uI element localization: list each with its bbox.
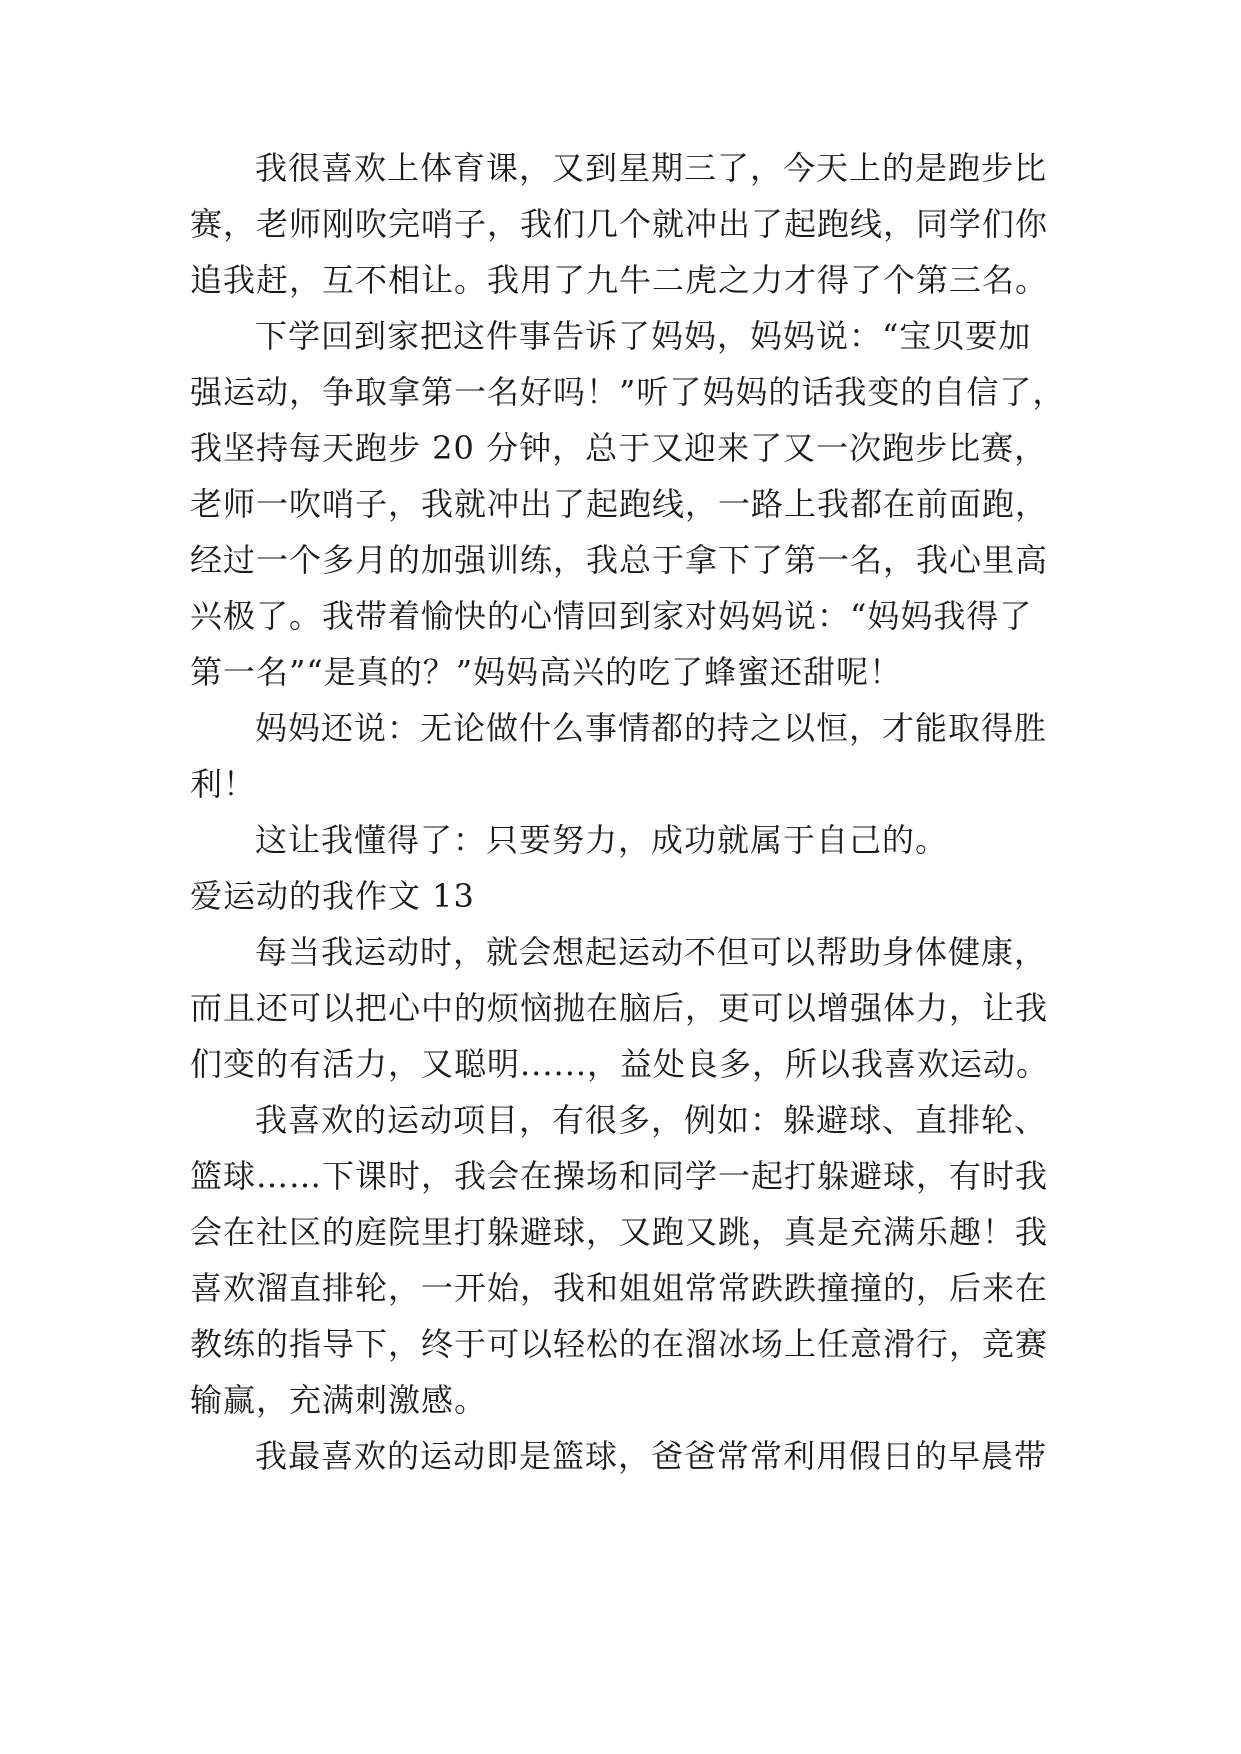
paragraph-line: 老师一吹哨子，我就冲出了起跑线，一路上我都在前面跑，	[190, 485, 1049, 523]
paragraph-line: 我喜欢的运动项目，有很多，例如：躲避球、直排轮、	[255, 1101, 1048, 1139]
paragraph-line: 强运动，争取拿第一名好吗！”听了妈妈的话我变的自信了，	[190, 373, 1066, 411]
paragraph-line: 输赢，充满刺激感。	[190, 1381, 488, 1419]
paragraph-line: 第一名”“是真的？”妈妈高兴的吃了蜂蜜还甜呢！	[190, 653, 903, 691]
paragraph-line: 我最喜欢的运动即是篮球，爸爸常常利用假日的早晨带	[255, 1437, 1048, 1475]
paragraph-line: 妈妈还说：无论做什么事情都的持之以恒，才能取得胜	[255, 709, 1048, 747]
paragraph-line: 喜欢溜直排轮，一开始，我和姐姐常常跌跌撞撞的，后来在	[190, 1269, 1049, 1307]
paragraph-line: 教练的指导下，终于可以轻松的在溜冰场上任意滑行，竞赛	[190, 1325, 1049, 1363]
paragraph-line: 而且还可以把心中的烦恼抛在脑后，更可以增强体力，让我	[190, 989, 1049, 1027]
paragraph-line: 我很喜欢上体育课，又到星期三了，今天上的是跑步比	[255, 149, 1048, 187]
paragraph-line: 篮球……下课时，我会在操场和同学一起打躲避球，有时我	[190, 1157, 1049, 1195]
paragraph-line: 追我赶，互不相让。我用了九牛二虎之力才得了个第三名。	[190, 261, 1049, 299]
paragraph-line: 我坚持每天跑步 20 分钟，总于又迎来了又一次跑步比赛，	[190, 429, 1048, 467]
paragraph-line: 赛，老师刚吹完哨子，我们几个就冲出了起跑线，同学们你	[190, 205, 1049, 243]
paragraph-line: 们变的有活力，又聪明......，益处良多，所以我喜欢运动。	[190, 1045, 1050, 1083]
paragraph-line: 利！	[190, 765, 257, 803]
paragraph-line: 下学回到家把这件事告诉了妈妈，妈妈说：“宝贝要加	[255, 317, 1032, 355]
paragraph-line: 兴极了。我带着愉快的心情回到家对妈妈说：“妈妈我得了	[190, 597, 1033, 635]
paragraph-line: 这让我懂得了：只要努力，成功就属于自己的。	[255, 821, 949, 859]
paragraph-line: 会在社区的庭院里打躲避球，又跑又跳，真是充满乐趣！我	[190, 1213, 1049, 1251]
paragraph-line: 经过一个多月的加强训练，我总于拿下了第一名，我心里高	[190, 541, 1049, 579]
section-title: 爱运动的我作文 13	[190, 877, 475, 915]
paragraph-line: 每当我运动时，就会想起运动不但可以帮助身体健康，	[255, 933, 1048, 971]
